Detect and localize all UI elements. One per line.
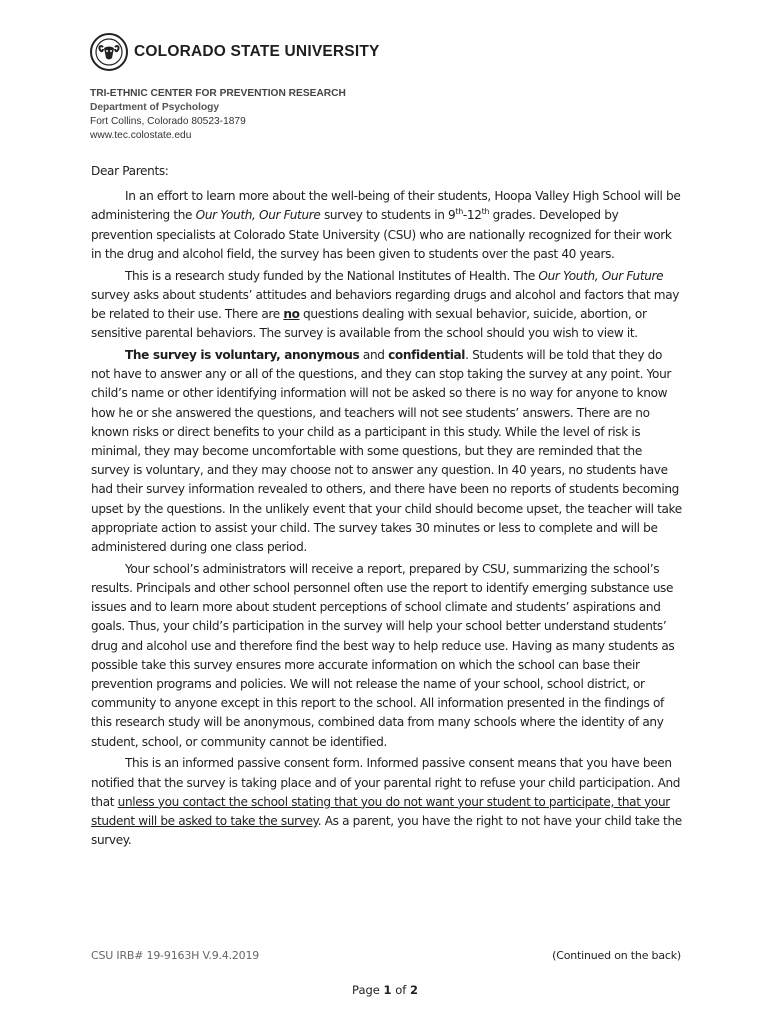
letterhead xyxy=(90,33,380,71)
ram-head-seal-icon xyxy=(90,33,128,71)
page-label: Page xyxy=(352,983,384,997)
emphasis-no: no xyxy=(283,307,300,322)
current-page: 1 xyxy=(383,983,392,997)
university-name: COLORADO STATE UNIVERSITY xyxy=(134,43,380,60)
p3-text-a: and xyxy=(359,348,389,363)
consent-condition-underlined: unless you contact the school stating that you do not want your student to participate, that your student will be asked to take the survey xyxy=(91,794,670,829)
superscript-th: th xyxy=(481,207,490,217)
superscript-th: th xyxy=(455,207,463,217)
voluntary-anonymous-emphasis: The survey is voluntary, anonymous xyxy=(125,348,360,363)
footer xyxy=(91,949,681,962)
irb-number: CSU IRB# 19-9163H V.9.4.2019 xyxy=(91,949,260,962)
p2-text-b: survey asks about students’ attitudes and behaviors regarding drugs and alcohol and factors that may be related to their use. There are xyxy=(91,287,680,322)
p1-text-c: -12 xyxy=(462,208,482,223)
p2-text-a: This is a research study funded by the National Institutes of Health. The xyxy=(125,268,539,283)
website-link[interactable]: www.tec.colostate.edu xyxy=(90,130,192,141)
survey-title: Our Youth, Our Future xyxy=(195,208,321,223)
p3-text-b: . Students will be told that they do not have to answer any or all of the questions, and they can stop taking the survey at any point. Your child’s name or other identifying information will not be asked so there is no way for anyone to know how he or she answered the questions, and teachers will not see students’ answers. There are no known risks or direct benefits to your child as a participant in this study. While the level of risk is minimal, they may become uncomfortable with some questions, but they are reminded that the survey is voluntary, and they may choose not to answer any question. In 40 years, no students have had their survey information revealed to others, and there have been no reports of students becoming upset by the questions. In the unlikely event that your child should become upset, the teacher will take appropriate action to assist your child. The survey takes 30 minutes or less to complete and will be administered during one class period. xyxy=(91,348,682,555)
paragraph-3 xyxy=(91,346,683,557)
page-of-label: of xyxy=(391,983,410,997)
paragraph-4: Your school’s administrators will receive a report, prepared by CSU, summarizing the school’s results. Principals and other school personnel often use the report to identify emerging substance use issues and to learn more about student perceptions of school climate and students’ aspirations and goals. Thus, your child’s participation in the survey will help your school better understand students’ drug and alcohol use and therefore find the best way to help reduce use. Having as many students as possible take this survey ensures more accurate information on which the school can base their prevention programs and policies. We will not release the name of your school, school district, or community to anyone except in this report to the school. All information presented in the findings of this research study will be anonymous, combined data from many schools where the identity of any student, school, or community cannot be identified. xyxy=(91,561,675,749)
page-number xyxy=(0,983,770,997)
paragraph-2 xyxy=(91,267,683,344)
city-address: Fort Collins, Colorado 80523-1879 xyxy=(90,116,246,127)
confidential-emphasis: confidential xyxy=(388,348,466,363)
survey-title: Our Youth, Our Future xyxy=(538,268,664,283)
p5-text-b: . As a parent, you have the right to not have your child take the survey. xyxy=(91,814,682,848)
p1-text-b: survey to students in 9 xyxy=(320,208,456,223)
center-name: TRI-ETHNIC CENTER FOR PREVENTION RESEARCH xyxy=(90,88,346,99)
paragraph-1 xyxy=(91,187,683,264)
address-block xyxy=(90,87,346,143)
total-pages: 2 xyxy=(409,983,418,997)
letter-body xyxy=(91,162,683,853)
p1-text-d: grades. Developed by prevention specialists at Colorado State University (CSU) who are nationally recognized for their work in the drug and alcohol field, the survey has been given to students over the past 40 years. xyxy=(91,208,672,261)
paragraph-5 xyxy=(91,754,683,850)
department-name: Department of Psychology xyxy=(90,102,220,113)
salutation: Dear Parents: xyxy=(91,164,169,178)
continued-note: (Continued on the back) xyxy=(552,949,681,962)
p2-text-c: questions dealing with sexual behavior, suicide, abortion, or sensitive parental behaviors. The survey is available from the school should you wish to view it. xyxy=(91,307,647,341)
p5-text-a: This is an informed passive consent form. Informed passive consent means that you have been notified that the survey is taking place and of your parental right to refuse your child participation. And that xyxy=(91,756,681,809)
p1-text-a: In an effort to learn more about the well-being of their students, Hoopa Valley High School will be administering the xyxy=(91,189,681,223)
